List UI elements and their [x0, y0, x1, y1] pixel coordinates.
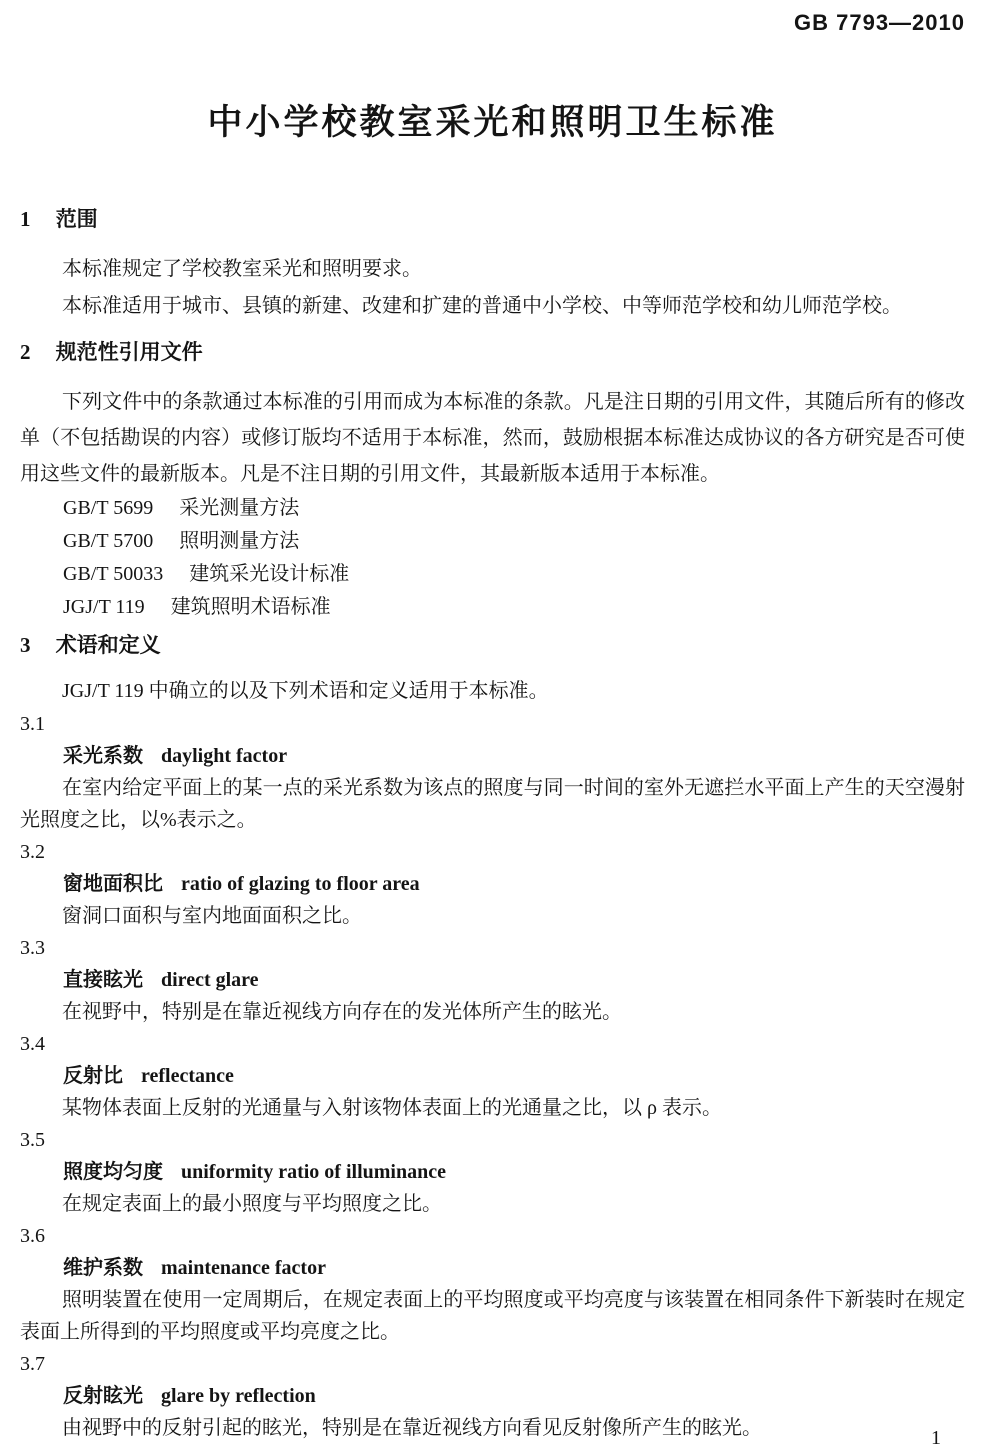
reference-list [20, 492, 965, 624]
term-block [20, 1348, 965, 1444]
section-title: 规范性引用文件 [55, 341, 203, 364]
term-definition: 在室内给定平面上的某一点的采光系数为该点的照度与同一时间的室外无遮拦水平面上产生的天空漫射光照度之比，以%表示之。 [20, 777, 965, 831]
term-number: 3.4 [20, 1033, 45, 1055]
scope-paragraph: 本标准规定了学校教室采光和照明要求。 [62, 258, 422, 280]
term-definition: 在规定表面上的最小照度与平均照度之比。 [62, 1193, 442, 1215]
section-heading-normative-references [20, 339, 965, 366]
term-title [20, 740, 965, 772]
reference-title: 建筑采光设计标准 [189, 563, 350, 585]
term-title [20, 868, 965, 900]
normative-references-paragraph: 下列文件中的条款通过本标准的引用而成为本标准的条款。凡是注日期的引用文件，其随后所有的修改单（不包括勘误的内容）或修订版均不适用于本标准，然而，鼓励根据本标准达成协议的各方研究是否可使用这些文件的最新版本。凡是不注日期的引用文件，其最新版本适用于本标准。 [20, 391, 965, 485]
term-number: 3.3 [20, 937, 45, 959]
section-title: 术语和定义 [55, 634, 161, 657]
page-number: 1 [931, 1427, 941, 1449]
terms-intro: JGJ/T 119 中确立的以及下列术语和定义适用于本标准。 [62, 680, 549, 702]
section-heading-terms-definitions [20, 632, 965, 659]
term-block [20, 1028, 965, 1124]
term-title [20, 1380, 965, 1412]
term-name-en: reflectance [141, 1065, 234, 1087]
term-name-zh: 照度均匀度 [63, 1161, 163, 1183]
reference-item [63, 591, 965, 624]
reference-code: JGJ/T 119 [63, 596, 145, 618]
reference-code: GB/T 5699 [63, 497, 154, 519]
scope-paragraph: 本标准适用于城市、县镇的新建、改建和扩建的普通中小学校、中等师范学校和幼儿师范学校。 [62, 295, 902, 317]
term-name-en: uniformity ratio of illuminance [181, 1161, 446, 1183]
reference-title: 建筑照明术语标准 [170, 596, 331, 618]
term-block [20, 932, 965, 1028]
section-number: 2 [20, 340, 31, 364]
page-title: 中小学校教室采光和照明卫生标准 [207, 103, 778, 142]
term-name-en: glare by reflection [161, 1385, 316, 1407]
term-name-en: maintenance factor [161, 1257, 326, 1279]
term-name-en: direct glare [161, 969, 259, 991]
term-number: 3.6 [20, 1225, 45, 1247]
term-definition: 照明装置在使用一定周期后，在规定表面上的平均照度或平均亮度与该装置在相同条件下新装时在规定表面上所得到的平均照度或平均亮度之比。 [20, 1289, 965, 1343]
term-block [20, 1220, 965, 1348]
term-number: 3.2 [20, 841, 45, 863]
section-number: 1 [20, 207, 31, 231]
reference-title: 采光测量方法 [179, 497, 300, 519]
term-number: 3.5 [20, 1129, 45, 1151]
doc-code: GB 7793—2010 [794, 10, 965, 35]
reference-item [63, 558, 965, 591]
term-number: 3.1 [20, 713, 45, 735]
term-title [20, 1156, 965, 1188]
term-block [20, 1124, 965, 1220]
reference-code: GB/T 5700 [63, 530, 154, 552]
reference-code: GB/T 50033 [63, 563, 164, 585]
term-name-en: ratio of glazing to floor area [181, 873, 420, 895]
reference-item [63, 525, 965, 558]
term-name-zh: 窗地面积比 [63, 873, 163, 895]
reference-item [63, 492, 965, 525]
section-heading-scope [20, 206, 965, 233]
term-name-zh: 反射眩光 [63, 1385, 143, 1407]
term-name-zh: 维护系数 [63, 1257, 143, 1279]
reference-title: 照明测量方法 [179, 530, 300, 552]
term-name-zh: 直接眩光 [63, 969, 143, 991]
section-title: 范围 [55, 208, 98, 231]
term-name-en: daylight factor [161, 745, 288, 767]
term-name-zh: 反射比 [63, 1065, 123, 1087]
term-title [20, 1252, 965, 1284]
term-block [20, 836, 965, 932]
term-definition: 在视野中，特别是在靠近视线方向存在的发光体所产生的眩光。 [62, 1001, 622, 1023]
term-definition: 由视野中的反射引起的眩光，特别是在靠近视线方向看见反射像所产生的眩光。 [62, 1417, 762, 1439]
term-title [20, 964, 965, 996]
term-title [20, 1060, 965, 1092]
term-definition: 某物体表面上反射的光通量与入射该物体表面上的光通量之比，以 ρ 表示。 [62, 1097, 722, 1119]
term-number: 3.7 [20, 1353, 45, 1375]
section-number: 3 [20, 633, 31, 657]
term-block [20, 708, 965, 836]
term-definition: 窗洞口面积与室内地面面积之比。 [62, 905, 362, 927]
term-name-zh: 采光系数 [63, 745, 143, 767]
